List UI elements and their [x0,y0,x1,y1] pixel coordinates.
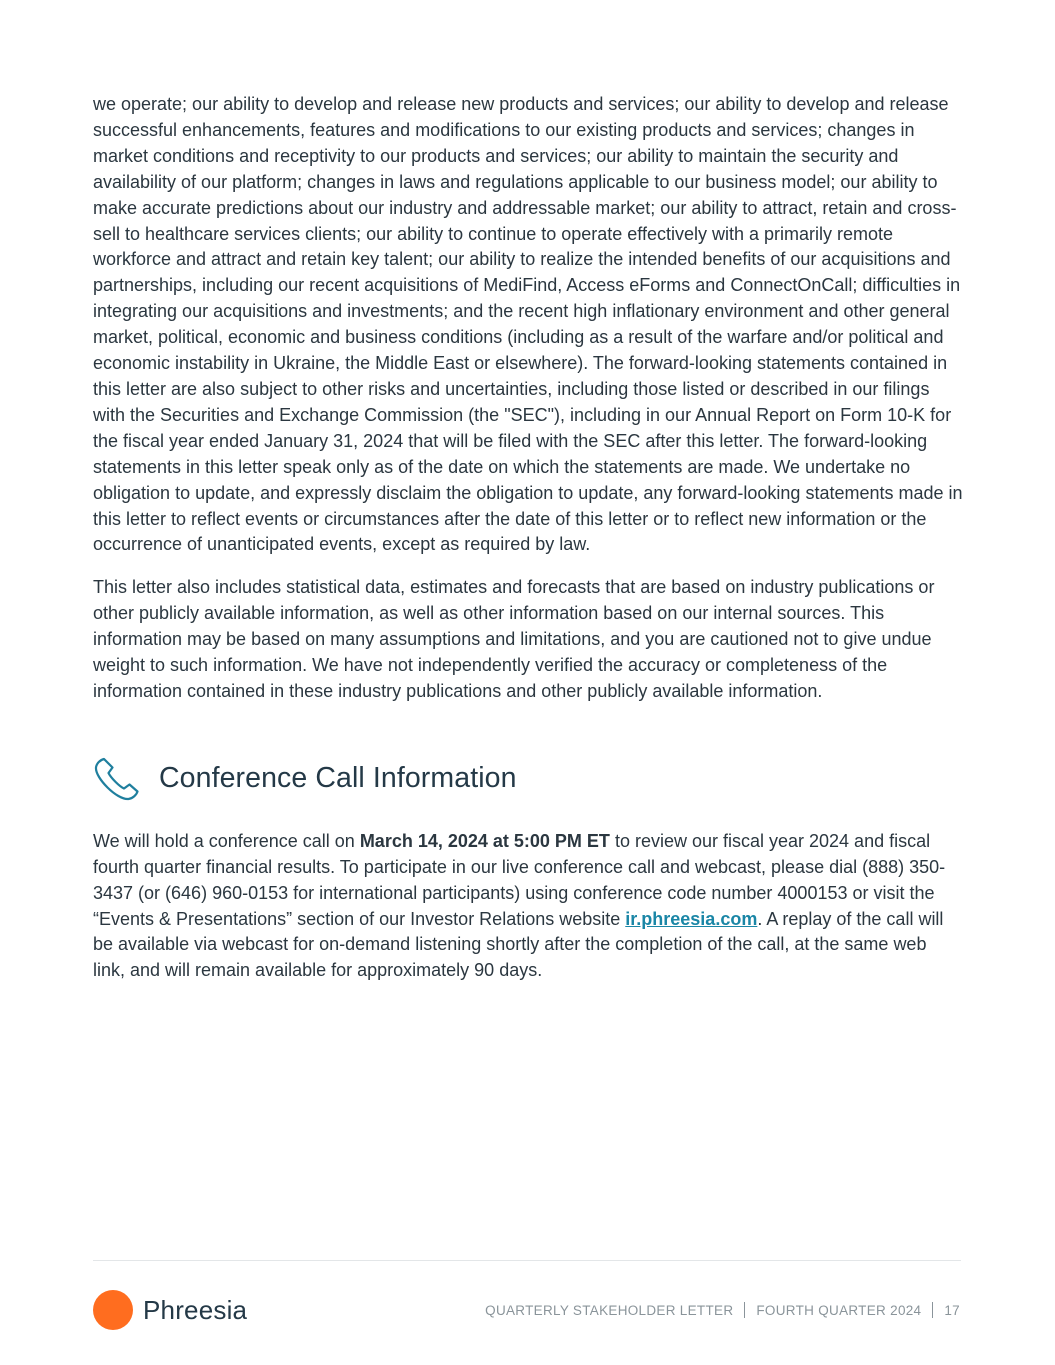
main-content [93,92,963,984]
footer-separator [932,1302,933,1318]
conference-call-heading [93,753,963,805]
logo-text: Phreesia [143,1294,248,1325]
footer-doc-title: QUARTERLY STAKEHOLDER LETTER [485,1302,734,1318]
page-number: 17 [944,1302,960,1318]
conference-date: March 14, 2024 at 5:00 PM ET [359,830,610,851]
conference-call-paragraph [93,829,963,984]
conference-text-start: We will hold a conference call on [93,830,360,851]
investor-relations-link[interactable]: ir.phreesia.com [625,908,758,929]
footer-quarter: FOURTH QUARTER 2024 [756,1302,922,1318]
section-title: Conference Call Information [159,762,517,795]
conference-text-middle: to review our fiscal year 2024 and fiscal fourth quarter financial results. To participate in our live conference call and webcast, please dial (888) 350-3437 (or (646) 960-0153 for international participants) using conference code number 4000153 or visit the “Events & Presentations” section of our Investor Relations website [93,830,946,929]
statistical-data-paragraph: This letter also includes statistical data, estimates and forecasts that are based on industry publications or other publicly available information, as well as other information based on our internal sources. This information may be based on many assumptions and limitations, and you are cautioned not to give undue weight to such information. We have not independently verified the accuracy or completeness of the information contained in these industry publications and other publicly available information. [93,577,935,701]
logo-circle-icon [93,1290,133,1330]
forward-looking-paragraph: we operate; our ability to develop and release new products and services; our ability to develop and release successful enhancements, features and modifications to our existing products and services; changes in market conditions and receptivity to our products and services; our ability to maintain the security and availability of our platform; changes in laws and regulations applicable to our business model; our ability to make accurate predictions about our industry and addressable market; our ability to attract, retain and cross-sell to healthcare services clients; our ability to continue to operate effectively with a primarily remote workforce and attract and retain key talent; our ability to realize the intended benefits of our acquisitions and partnerships, including our recent acquisitions of MediFind, Access eForms and ConnectOnCall; difficulties in integrating our acquisitions and investments; and the recent high inflationary environment and other general market, political, economic and business conditions (including as a result of the warfare and/or political and economic instability in Ukraine, the Middle East or elsewhere). The forward-looking statements contained in this letter are also subject to other risks and uncertainties, including those listed or described in our filings with the Securities and Exchange Commission (the "SEC"), including in our Annual Report on Form 10-K for the fiscal year ended January 31, 2024 that will be filed with the SEC after this letter. The forward-looking statements in this letter speak only as of the date on which the statements are made. We undertake no obligation to update, and expressly disclaim the obligation to update, any forward-looking statements made in this letter to reflect events or circumstances after the date of this letter or to reflect new information or the occurrence of unanticipated events, except as required by law. [93,94,963,555]
phreesia-logo [93,1290,247,1330]
footer-meta [485,1302,960,1318]
footer-separator [744,1302,745,1318]
conference-text-end: . A replay of the call will be available via webcast for on-demand listening shortly after the completion of the call, at the same web link, and will remain available for approximately 90 days. [93,908,944,981]
footer-divider [93,1260,961,1261]
phone-icon [92,754,142,804]
